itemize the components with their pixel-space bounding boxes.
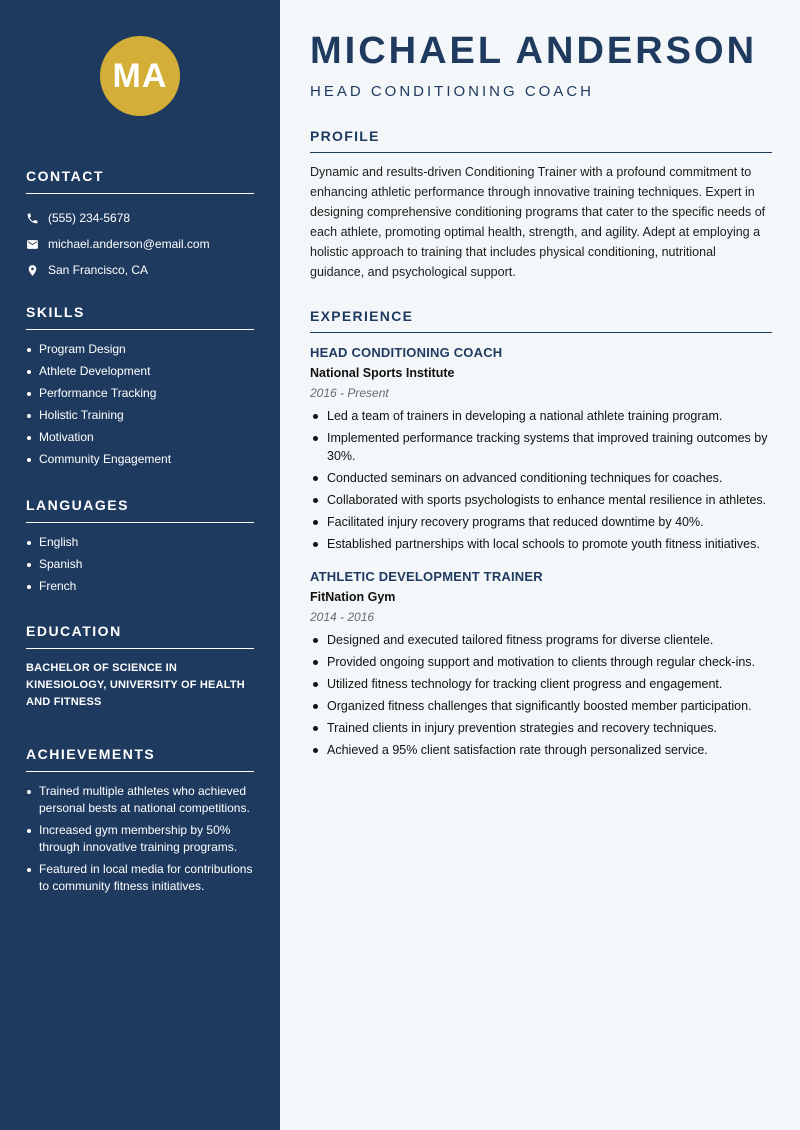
education-degree: BACHELOR OF SCIENCE IN KINESIOLOGY, UNIVERSITY OF HEALTH AND FITNESS xyxy=(26,662,245,708)
candidate-title: HEAD CONDITIONING COACH xyxy=(310,83,595,100)
contact-email xyxy=(26,231,254,257)
skill-item: Community Engagement xyxy=(26,451,254,468)
location-pin-icon xyxy=(26,264,39,277)
skill-item: Holistic Training xyxy=(26,407,254,424)
job-bullet: Utilized fitness technology for tracking client progress and engagement. xyxy=(310,675,772,693)
skill-item: Program Design xyxy=(26,341,254,358)
job-entry xyxy=(310,345,772,553)
education-section xyxy=(26,623,254,711)
job-bullet: Designed and executed tailored fitness programs for diverse clientele. xyxy=(310,631,772,649)
phone-text: (555) 234-5678 xyxy=(48,211,131,225)
skills-list xyxy=(26,341,254,468)
language-item: Spanish xyxy=(26,556,254,573)
job-company: FitNation Gym xyxy=(310,590,396,604)
sidebar xyxy=(0,0,280,1130)
job-bullet: Collaborated with sports psychologists to enhance mental resilience in athletes. xyxy=(310,491,772,509)
skills-section xyxy=(26,304,254,473)
achievements-heading: ACHIEVEMENTS xyxy=(26,746,254,772)
experience-heading: EXPERIENCE xyxy=(310,308,772,333)
contact-section xyxy=(26,168,254,283)
job-company: National Sports Institute xyxy=(310,366,455,380)
skill-item: Athlete Development xyxy=(26,363,254,380)
languages-list xyxy=(26,534,254,595)
achievement-item: Increased gym membership by 50% through innovative training programs. xyxy=(26,822,254,856)
job-bullet: Led a team of trainers in developing a national athlete training program. xyxy=(310,407,772,425)
languages-section xyxy=(26,497,254,600)
language-item: French xyxy=(26,578,254,595)
job-dates: 2016 - Present xyxy=(310,386,389,400)
contact-phone xyxy=(26,205,254,231)
job-bullet: Organized fitness challenges that significantly boosted member participation. xyxy=(310,697,772,715)
contact-location xyxy=(26,257,254,283)
phone-icon xyxy=(26,212,39,225)
contact-heading: CONTACT xyxy=(26,168,254,194)
education-heading: EDUCATION xyxy=(26,623,254,649)
achievement-item: Trained multiple athletes who achieved personal bests at national competitions. xyxy=(26,783,254,817)
profile-text: Dynamic and results-driven Conditioning Trainer with a profound commitment to enhancing athletic performance through innovative training techniques. Expert in designing comprehensive conditioning programs that cater to the specific needs of each athlete, promoting optimal health, strength, and agility. Adept at employing a holistic approach to training that includes physical conditioning, nutritional guidance, and psychological support. xyxy=(310,165,766,279)
profile-heading: PROFILE xyxy=(310,128,772,153)
profile-section xyxy=(310,128,772,282)
avatar: MA xyxy=(100,36,180,116)
location-text: San Francisco, CA xyxy=(48,263,149,277)
job-bullets xyxy=(310,407,772,553)
job-bullet: Conducted seminars on advanced conditioning techniques for coaches. xyxy=(310,469,772,487)
job-dates: 2014 - 2016 xyxy=(310,610,375,624)
email-icon xyxy=(26,238,39,251)
email-text: michael.anderson@email.com xyxy=(48,237,210,251)
achievement-item: Featured in local media for contributions to community fitness initiatives. xyxy=(26,861,254,895)
job-title: HEAD CONDITIONING COACH xyxy=(310,345,503,360)
job-bullet: Achieved a 95% client satisfaction rate through personalized service. xyxy=(310,741,772,759)
skills-heading: SKILLS xyxy=(26,304,254,330)
job-entry xyxy=(310,569,772,759)
skill-item: Performance Tracking xyxy=(26,385,254,402)
job-bullet: Established partnerships with local schools to promote youth fitness initiatives. xyxy=(310,535,772,553)
skill-item: Motivation xyxy=(26,429,254,446)
languages-heading: LANGUAGES xyxy=(26,497,254,523)
job-bullet: Trained clients in injury prevention strategies and recovery techniques. xyxy=(310,719,772,737)
candidate-name: MICHAEL ANDERSON xyxy=(310,30,758,72)
achievements-list xyxy=(26,783,254,895)
job-bullet: Implemented performance tracking systems that improved training outcomes by 30%. xyxy=(310,429,772,465)
job-title: ATHLETIC DEVELOPMENT TRAINER xyxy=(310,569,543,584)
experience-section xyxy=(310,308,772,763)
job-bullet: Facilitated injury recovery programs that reduced downtime by 40%. xyxy=(310,513,772,531)
language-item: English xyxy=(26,534,254,551)
job-bullet: Provided ongoing support and motivation to clients through regular check-ins. xyxy=(310,653,772,671)
job-bullets xyxy=(310,631,772,759)
achievements-section xyxy=(26,746,254,900)
